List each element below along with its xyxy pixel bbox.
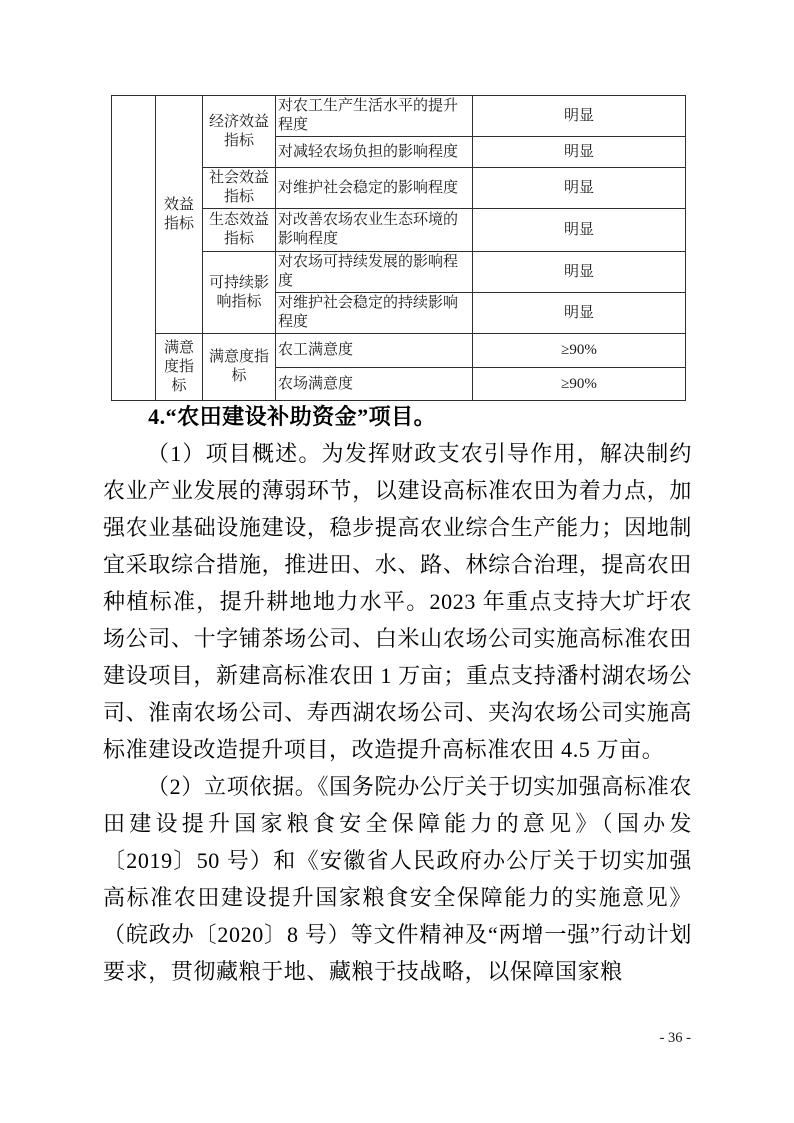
group-cell-satisfaction: 满意度指标 <box>156 334 203 401</box>
spanning-empty-cell <box>112 96 156 401</box>
criterion-cell: 对改善农场农业生态环境的影响程度 <box>276 209 473 252</box>
value-cell: 明显 <box>473 96 686 137</box>
table-row <box>112 334 686 368</box>
performance-indicator-table <box>111 95 686 401</box>
criterion-cell: 对农工生产生活水平的提升程度 <box>276 96 473 137</box>
sub-indicator-cell-ecological: 生态效益指标 <box>203 209 276 252</box>
value-cell: 明显 <box>473 209 686 252</box>
sub-indicator-cell-economic: 经济效益指标 <box>203 96 276 168</box>
value-cell: 明显 <box>473 293 686 334</box>
page-number: - 36 - <box>659 1030 691 1046</box>
value-cell: 明显 <box>473 252 686 293</box>
value-cell: ≥90% <box>473 334 686 368</box>
value-cell: ≥90% <box>473 368 686 401</box>
sub-indicator-cell-social: 社会效益指标 <box>203 168 276 209</box>
table-row <box>112 96 686 137</box>
paragraph-project-overview: （1）项目概述。为发挥财政支农引导作用，解决制约农业产业发展的薄弱环节，以建设高标准农田为着力点，加强农业基础设施建设，稳步提高农业综合生产能力；因地制宜采取综合措施，推进田、水、路、林综合治理，提高农田种植标准，提升耕地地力水平。2023 年重点支持大圹圩农场公司、十字铺茶场公司、白米山农场公司实施高标准农田建设项目，新建高标准农田 1 万亩；重点支持潘村湖农场公司、淮南农场公司、寿西湖农场公司、夹沟农场公司实施高标准建设改造提升项目，改造提升高标准农田 4.5 万亩。 <box>103 441 692 762</box>
sub-indicator-cell-satisfaction: 满意度指标 <box>203 334 276 401</box>
body-text <box>103 398 692 990</box>
criterion-cell: 农场满意度 <box>276 368 473 401</box>
group-cell-benefit: 效益指标 <box>156 96 203 334</box>
sub-indicator-cell-sustainable: 可持续影响指标 <box>203 252 276 334</box>
criterion-cell: 对农场可持续发展的影响程度 <box>276 252 473 293</box>
criterion-cell: 对维护社会稳定的持续影响程度 <box>276 293 473 334</box>
section-heading: 4.“农田建设补助资金”项目。 <box>148 404 437 429</box>
value-cell: 明显 <box>473 137 686 168</box>
criterion-cell: 农工满意度 <box>276 334 473 368</box>
criterion-cell: 对维护社会稳定的影响程度 <box>276 168 473 209</box>
paragraph-project-basis: （2）立项依据。《国务院办公厅关于切实加强高标准农田建设提升国家粮食安全保障能力的意见》（国办发〔2019〕50 号）和《安徽省人民政府办公厅关于切实加强高标准农田建设提升国家粮食安全保障能力的实施意见》（皖政办〔2020〕8 号）等文件精神及“两增一强”行动计划要求，贯彻藏粮于地、藏粮于技战略，以保障国家粮 <box>103 774 692 984</box>
value-cell: 明显 <box>473 168 686 209</box>
criterion-cell: 对减轻农场负担的影响程度 <box>276 137 473 168</box>
